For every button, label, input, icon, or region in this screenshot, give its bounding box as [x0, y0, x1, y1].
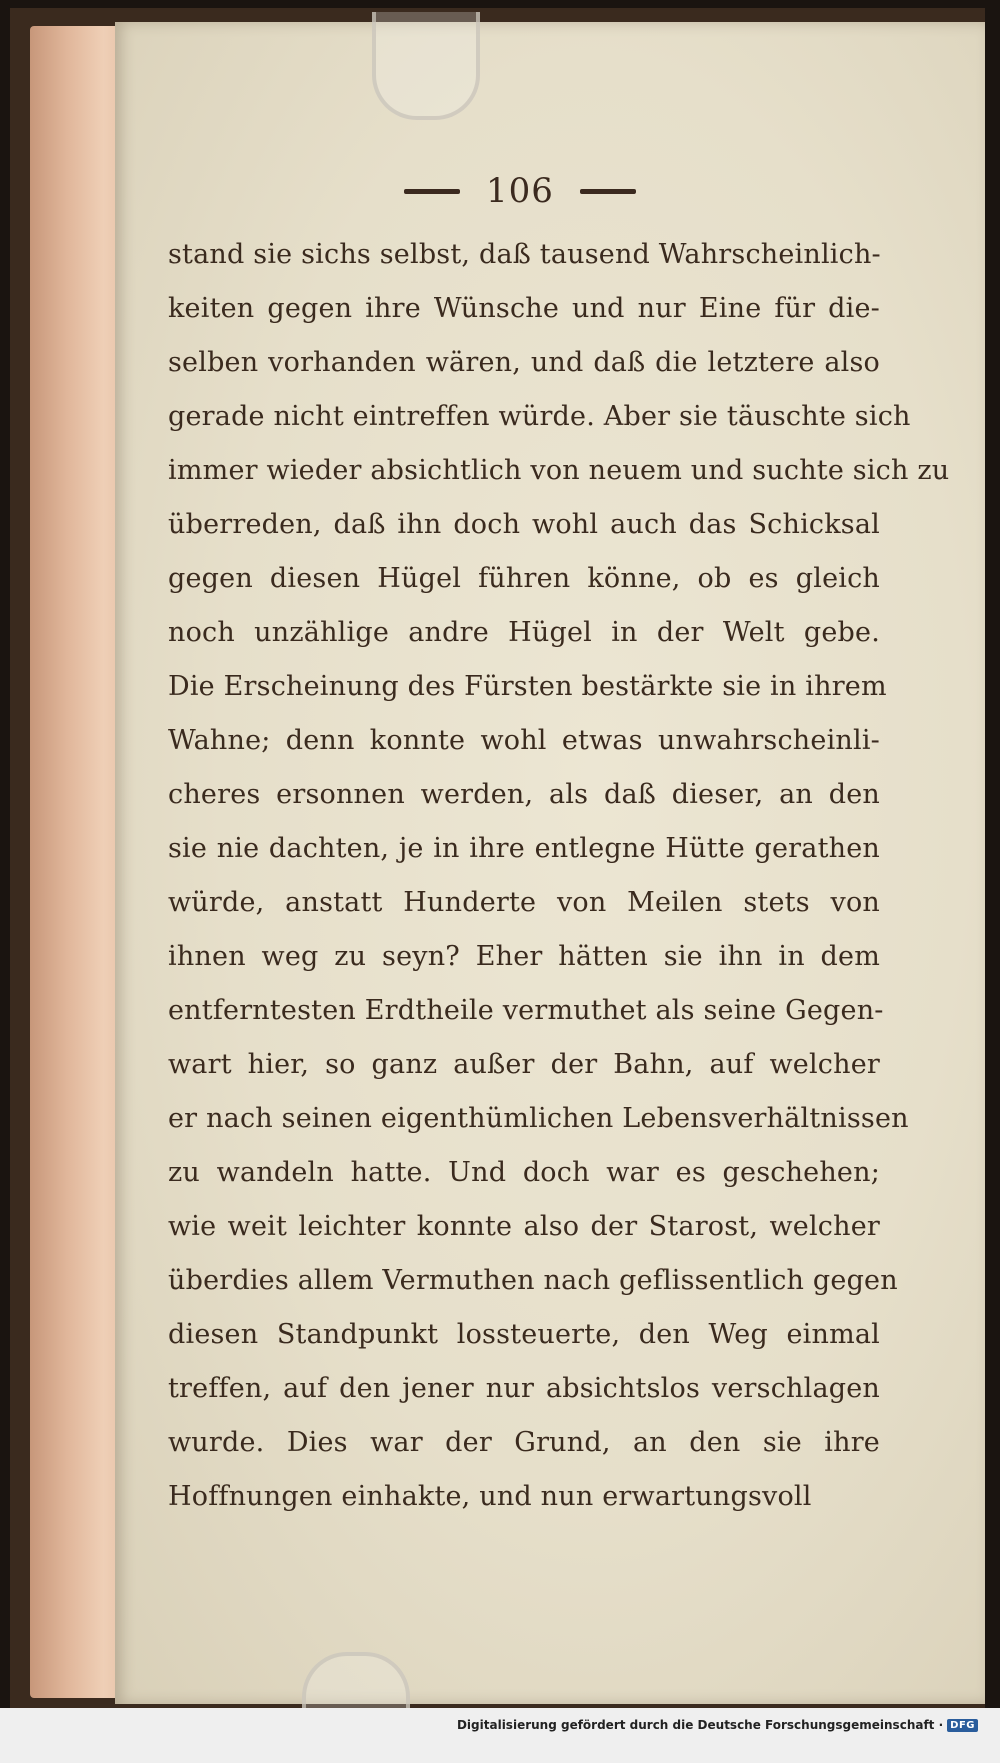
text-line: noch unzählige andre Hügel in der Welt gebe. [168, 617, 880, 648]
text-line: sie nie dachten, je in ihre entlegne Hütte gerathen [168, 833, 880, 864]
body-text [168, 228, 950, 1524]
footer-bar [0, 1708, 1000, 1763]
text-line: stand sie sichs selbst, daß tausend Wahrscheinlich- [168, 239, 881, 270]
credit-text: Digitalisierung gefördert durch die Deutsche Forschungsgemeinschaft · [456, 1718, 944, 1732]
page-clip-top [372, 12, 480, 120]
text-line: cheres ersonnen werden, als daß dieser, an den [168, 779, 880, 810]
text-line: gerade nicht eintreffen würde. Aber sie täuschte sich [168, 401, 911, 432]
text-line: überreden, daß ihn doch wohl auch das Schicksal [168, 509, 880, 540]
dfg-logo-icon: DFG [947, 1719, 978, 1732]
text-line: keiten gegen ihre Wünsche und nur Eine für die- [168, 293, 880, 324]
text-line: Hoffnungen einhakte, und nun erwartungsvoll [168, 1481, 812, 1512]
text-line: entferntesten Erdtheile vermuthet als seine Gegen- [168, 995, 884, 1026]
text-line: treffen, auf den jener nur absichtslos verschlagen [168, 1373, 880, 1404]
text-line: selben vorhanden wären, und daß die letztere also [168, 347, 880, 378]
text-line: wie weit leichter konnte also der Starost, welcher [168, 1211, 880, 1242]
page-number: 106 [486, 171, 554, 211]
text-line: immer wieder absichtlich von neuem und suchte sich zu [168, 455, 950, 486]
header-dash-right [580, 189, 636, 194]
text-line: diesen Standpunkt lossteuerte, den Weg einmal [168, 1319, 880, 1350]
text-line: würde, anstatt Hunderte von Meilen stets von [168, 887, 880, 918]
text-line: Wahne; denn konnte wohl etwas unwahrscheinli- [168, 725, 880, 756]
text-line: zu wandeln hatte. Und doch war es geschehen; [168, 1157, 880, 1188]
text-line: Die Erscheinung des Fürsten bestärkte sie in ihrem [168, 671, 887, 702]
digitization-credit [457, 1718, 978, 1732]
page-header [380, 168, 660, 214]
text-line: wurde. Dies war der Grund, an den sie ihre [168, 1427, 880, 1458]
header-dash-left [404, 189, 460, 194]
text-line: er nach seinen eigenthümlichen Lebensverhältnissen [168, 1103, 909, 1134]
text-line: gegen diesen Hügel führen könne, ob es gleich [168, 563, 880, 594]
text-line: wart hier, so ganz außer der Bahn, auf welcher [168, 1049, 880, 1080]
text-line: überdies allem Vermuthen nach geflissentlich gegen [168, 1265, 898, 1296]
text-line: ihnen weg zu seyn? Eher hätten sie ihn in dem [168, 941, 880, 972]
